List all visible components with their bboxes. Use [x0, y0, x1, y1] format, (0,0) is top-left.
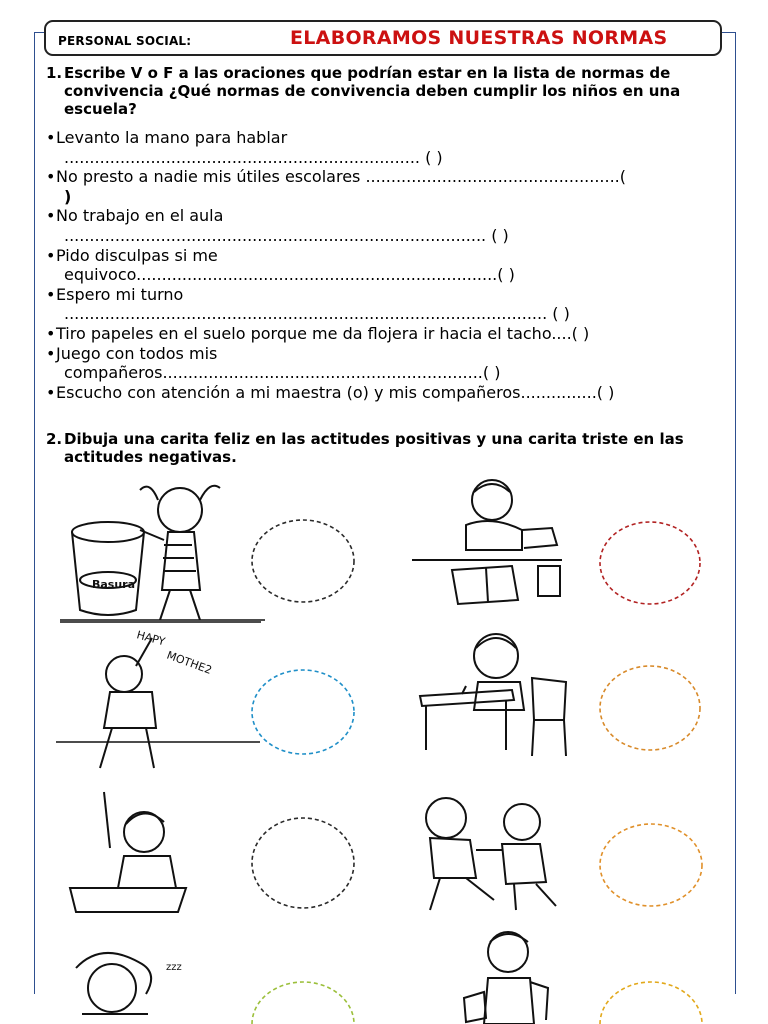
boy-writing-wall-scene	[56, 618, 266, 778]
list-item: • Escucho con atención a mi maestra (o) y mis compañeros...............( )	[46, 383, 736, 403]
girl-trash-can-scene	[60, 470, 280, 630]
answer-circle-outline	[252, 520, 354, 602]
item-text: Pido disculpas si me	[56, 245, 218, 265]
boy-backpack-scene	[444, 928, 564, 1024]
answer-circle[interactable]	[598, 980, 704, 1024]
answer-circle-outline	[600, 522, 700, 604]
wall-scribble-2: MOTHE2	[164, 648, 214, 677]
list-item: • Pido disculpas si me equivoco.......................................................................( )	[46, 246, 736, 285]
sleep-text: zzz	[166, 962, 182, 973]
answer-circle[interactable]	[250, 980, 356, 1024]
answer-circle[interactable]	[250, 518, 356, 604]
list-item: • Tiro papeles en el suelo porque me da flojera ir hacia el tacho....( )	[46, 324, 736, 344]
item-text: No trabajo en el aula	[56, 206, 224, 226]
answer-circle[interactable]	[598, 664, 702, 752]
answer-circle-outline	[252, 670, 354, 754]
answer-circle-outline	[252, 982, 354, 1024]
answer-circle-outline	[600, 982, 702, 1024]
list-item: • Juego con todos mis compañeros...............................................................( )	[46, 344, 736, 383]
item-answer-line[interactable]: compañeros...............................................................( )	[64, 363, 501, 383]
question-2-number: 2.	[46, 430, 63, 448]
subject-label: PERSONAL SOCIAL:	[58, 34, 192, 48]
item-text: Juego con todos mis	[56, 343, 218, 363]
girl-sleeping-scene	[62, 944, 202, 1024]
worksheet-title: ELABORAMOS NUESTRAS NORMAS	[290, 27, 668, 49]
answer-circle[interactable]	[250, 816, 356, 910]
boy-eating-desk-scene	[412, 470, 572, 610]
item-answer-line[interactable]: ............................................................................................... ( )	[64, 304, 570, 324]
list-item: • Levanto la mano para hablar ...................................................................... ( )	[46, 128, 736, 167]
answer-circle[interactable]	[598, 822, 704, 908]
list-item: • No trabajo en el aula ................................................................................... ( )	[46, 206, 736, 245]
item-text: Levanto la mano para hablar	[56, 128, 288, 147]
item-text: Espero mi turno	[56, 284, 184, 304]
statement-list	[46, 128, 736, 402]
question-1-text: Escribe V o F a las oraciones que podrían estar en la lista de normas de convivencia ¿Qué normas de convivencia deben cumplir los niños en una escuela?	[64, 64, 681, 118]
boy-raising-hand-scene	[68, 788, 198, 918]
item-answer-line[interactable]: equivoco.......................................................................( )	[64, 265, 515, 285]
answer-circle[interactable]	[598, 520, 702, 606]
wall-scribble-1: HAPY	[135, 628, 167, 649]
question-2-text: Dibuja una carita feliz en las actitudes positivas y una carita triste en las actitudes negativas.	[64, 430, 684, 466]
boy-writing-desk-scene	[416, 626, 576, 762]
trash-can-label: Basura	[92, 578, 136, 591]
answer-circle-outline	[252, 818, 354, 908]
page-frame-left	[34, 32, 35, 994]
item-answer-line[interactable]: ................................................................................... ( )	[64, 225, 509, 245]
item-text: No presto a nadie mis útiles escolares ..................................................(	[56, 167, 626, 187]
item-answer-line[interactable]: )	[64, 186, 72, 206]
list-item: • Espero mi turno ............................................................................................... ( )	[46, 285, 736, 324]
list-item: • No presto a nadie mis útiles escolares ..................................................( )	[46, 167, 736, 206]
answer-circle[interactable]	[250, 668, 356, 756]
header-box	[44, 20, 722, 56]
item-text[interactable]: Escucho con atención a mi maestra (o) y mis compañeros...............( )	[56, 382, 615, 402]
answer-circle-outline	[600, 666, 700, 750]
question-2	[46, 430, 726, 466]
question-1-number: 1.	[46, 64, 63, 82]
answer-circle-outline	[600, 824, 702, 906]
kids-pushing-scene	[404, 788, 584, 918]
item-text[interactable]: Tiro papeles en el suelo porque me da flojera ir hacia el tacho....( )	[56, 323, 590, 343]
question-1	[46, 64, 726, 118]
item-answer-line[interactable]: ...................................................................... ( )	[64, 147, 443, 167]
